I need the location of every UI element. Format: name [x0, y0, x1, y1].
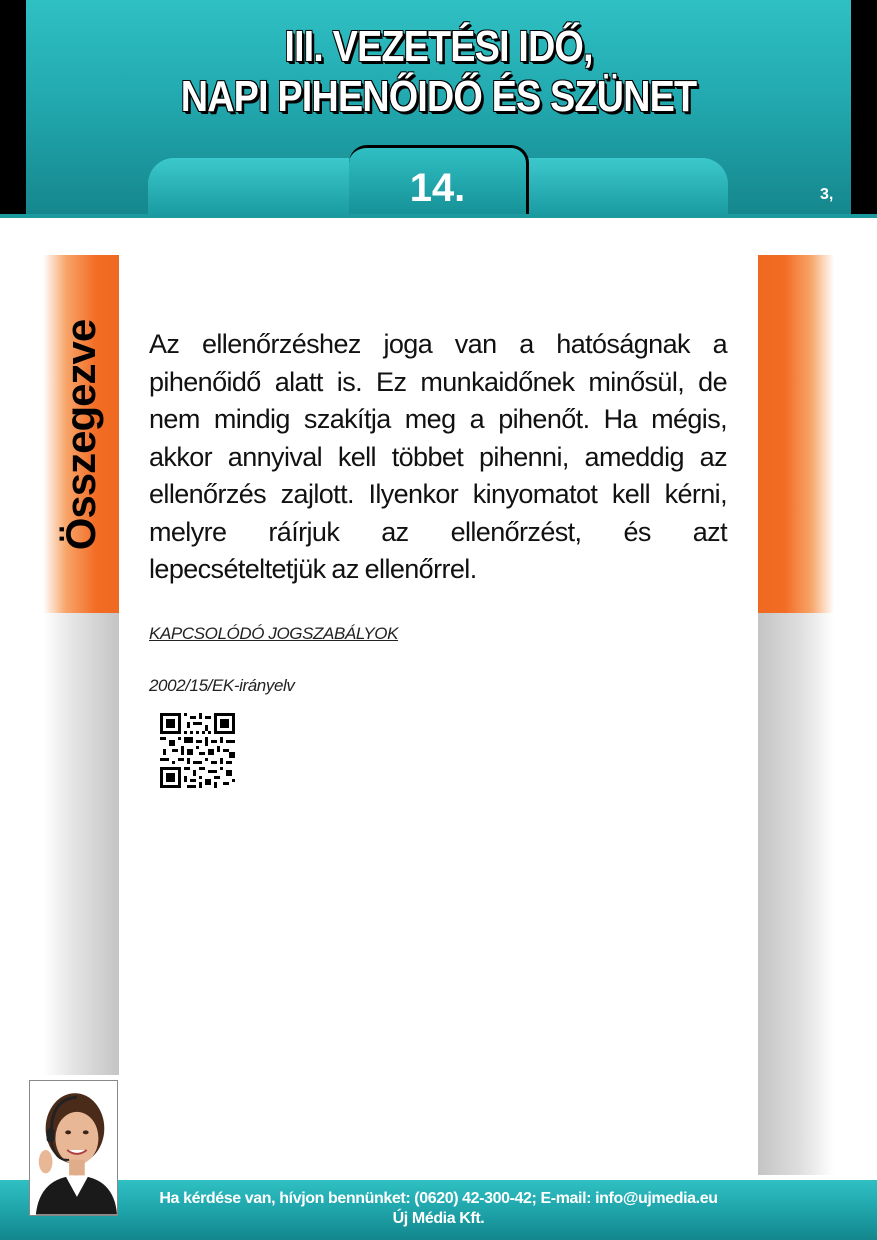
right-orange-bar — [758, 255, 834, 613]
header-left-black-bar — [0, 0, 26, 214]
title-line-1: III. VEZETÉSI IDŐ, — [284, 22, 593, 71]
page-title — [61, 22, 815, 122]
header-right-black-bar — [851, 0, 877, 214]
qr-code-icon[interactable] — [160, 713, 235, 788]
page-number: 3, — [820, 186, 834, 203]
support-agent-avatar — [29, 1080, 118, 1216]
summary-paragraph: Az ellenőrzéshez joga van a hatóságnak a pihenőidő alatt is. Ez munkaidőnek minősül, de nem mindig szakítja meg a pihenőt. Ha mégis, akkor annyival kell többet pihenni, ameddig az ellenőrzés zajlott. Ilyenkor kinyomatot kell kérni, melyre ráírjuk az ellenőrzést, és azt lepecsételtetjük az ellenőrrel. — [149, 329, 727, 584]
summary-side-label: Összegezve — [57, 319, 104, 551]
footer-contact — [120, 1189, 757, 1229]
left-gray-bar — [43, 613, 119, 1075]
related-law-item: 2002/15/EK-irányelv — [149, 676, 295, 695]
section-number-tab: 14. — [349, 145, 529, 214]
related-laws-heading: KAPCSOLÓDÓ JOGSZABÁLYOK — [149, 624, 399, 643]
title-line-2: NAPI PIHENŐIDŐ ÉS SZÜNET — [180, 72, 697, 121]
right-gray-bar — [758, 613, 834, 1175]
footer-company-name: Új Média Kft. — [392, 1210, 485, 1227]
footer-contact-line[interactable]: Ha kérdése van, hívjon bennünket: (0620) 42-300-42; E-mail: info@ujmedia.eu — [159, 1190, 718, 1207]
